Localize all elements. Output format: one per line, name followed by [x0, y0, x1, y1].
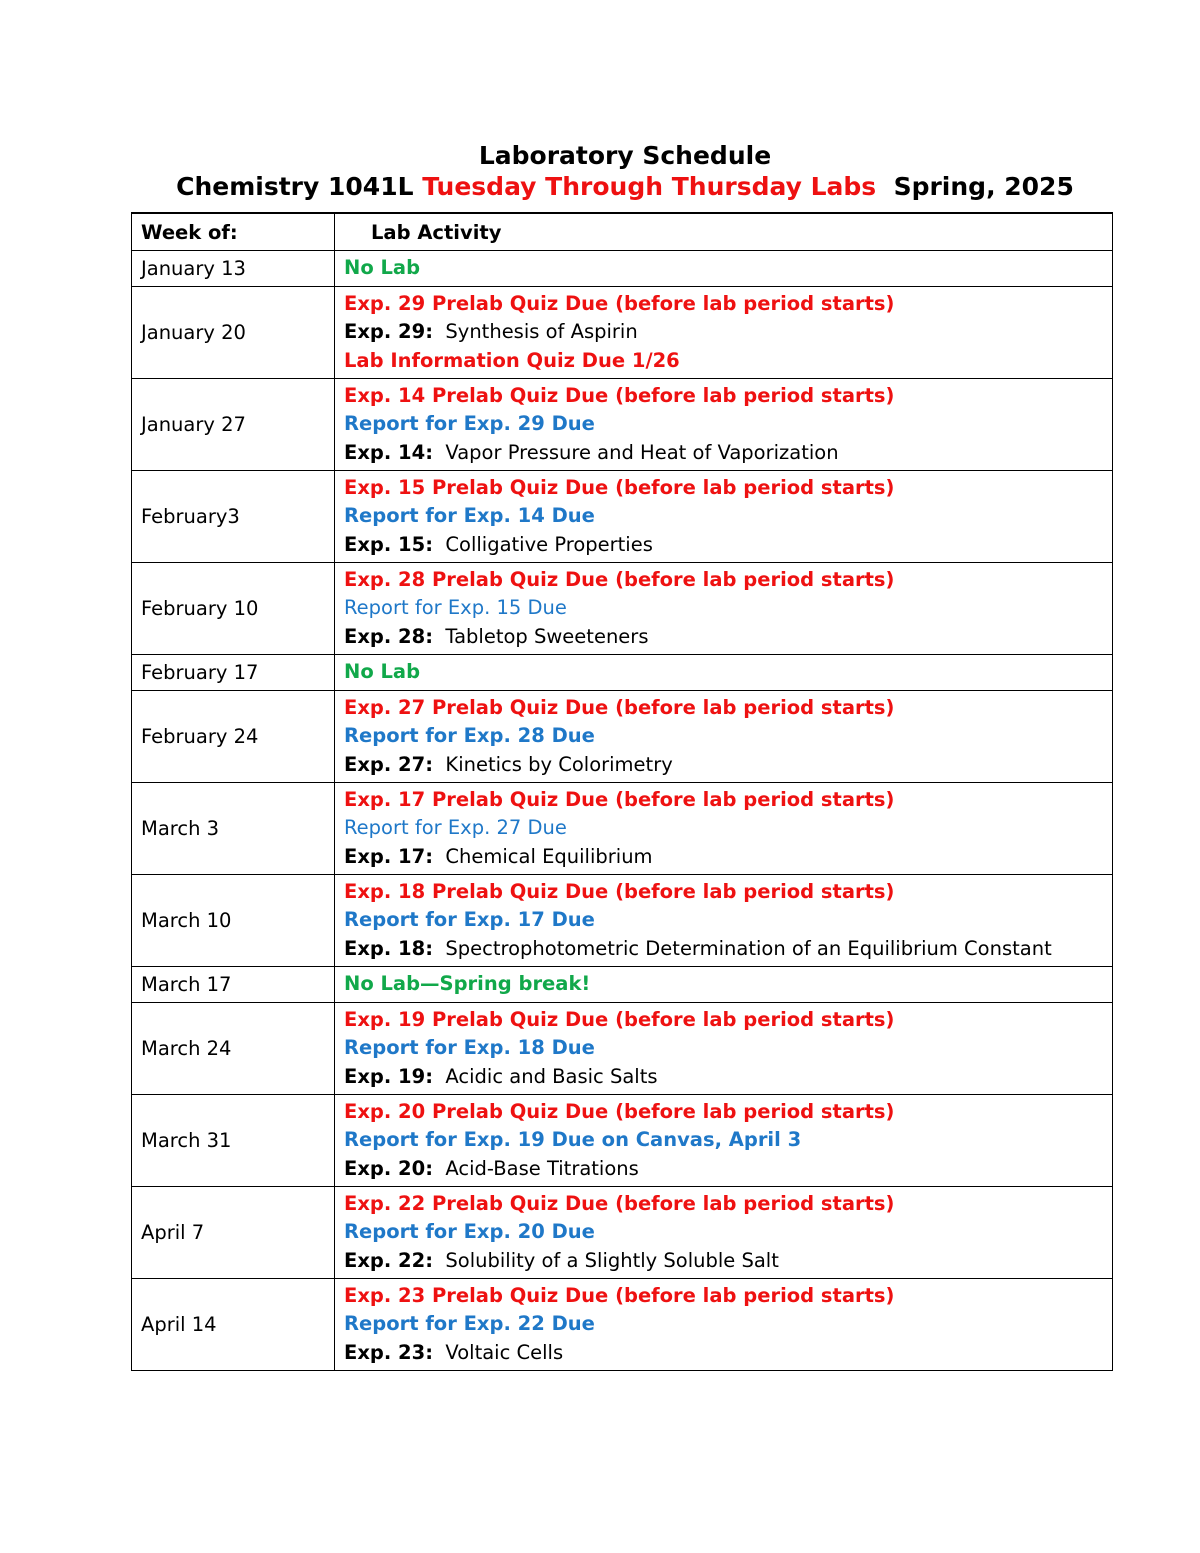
- header-week: Week of:: [132, 213, 335, 251]
- activity-cell: [335, 655, 1113, 691]
- week-cell: January 13: [132, 251, 335, 287]
- experiment-label: Exp. 22:: [344, 1248, 433, 1272]
- table-row: [132, 691, 1113, 783]
- table-row: [132, 967, 1113, 1003]
- activity-cell: [335, 251, 1113, 287]
- experiment-title: Kinetics by Colorimetry: [445, 752, 673, 776]
- prelab-quiz-text: Exp. 27 Prelab Quiz Due (before lab period starts): [344, 695, 895, 719]
- report-due-text: Report for Exp. 29 Due: [344, 412, 595, 436]
- lab-days: Tuesday Through Thursday Labs: [422, 172, 877, 201]
- week-cell: January 20: [132, 287, 335, 379]
- week-cell: March 3: [132, 783, 335, 875]
- page-title: Laboratory Schedule: [478, 141, 772, 170]
- week-cell: April 7: [132, 1187, 335, 1279]
- prelab-quiz-line: [344, 878, 1103, 907]
- experiment-title: Chemical Equilibrium: [445, 844, 653, 868]
- table-row: [132, 1003, 1113, 1095]
- report-due-text: Report for Exp. 14 Due: [344, 504, 595, 528]
- experiment-label: Exp. 29:: [344, 320, 433, 344]
- report-due-text: Report for Exp. 17 Due: [344, 908, 595, 932]
- experiment-label: Exp. 17:: [344, 844, 433, 868]
- report-due-text: Report for Exp. 15 Due: [344, 596, 567, 620]
- activity-cell: [335, 1095, 1113, 1187]
- activity-cell: [335, 691, 1113, 783]
- table-row: [132, 379, 1113, 471]
- activity-cell: [335, 1187, 1113, 1279]
- activity-cell: [335, 563, 1113, 655]
- no-lab-line: [344, 658, 1103, 687]
- experiment-line: [344, 531, 1103, 560]
- experiment-line: [344, 1247, 1103, 1276]
- report-due-line: [344, 1310, 1103, 1339]
- no-lab-text: No Lab: [344, 660, 421, 684]
- course-name: Chemistry 1041L: [176, 172, 414, 201]
- week-cell: February 10: [132, 563, 335, 655]
- activity-cell: [335, 783, 1113, 875]
- prelab-quiz-line: [344, 1190, 1103, 1219]
- no-lab-text: No Lab—Spring break!: [344, 972, 591, 996]
- report-due-text: Report for Exp. 28 Due: [344, 724, 595, 748]
- prelab-quiz-line: [344, 1098, 1103, 1127]
- experiment-label: Exp. 15:: [344, 532, 433, 556]
- week-cell: March 10: [132, 875, 335, 967]
- prelab-quiz-text: Exp. 29 Prelab Quiz Due (before lab period starts): [344, 291, 895, 315]
- experiment-title: Tabletop Sweeteners: [445, 624, 649, 648]
- experiment-label: Exp. 27:: [344, 752, 433, 776]
- week-cell: March 17: [132, 967, 335, 1003]
- prelab-quiz-text: Exp. 15 Prelab Quiz Due (before lab period starts): [344, 475, 895, 499]
- experiment-label: Exp. 28:: [344, 624, 433, 648]
- report-due-line: [344, 906, 1103, 935]
- report-due-line: [344, 722, 1103, 751]
- activity-cell: [335, 287, 1113, 379]
- report-due-text: Report for Exp. 20 Due: [344, 1220, 595, 1244]
- experiment-line: [344, 1063, 1103, 1092]
- prelab-quiz-text: Exp. 17 Prelab Quiz Due (before lab period starts): [344, 787, 895, 811]
- header-activity: Lab Activity: [335, 213, 1113, 251]
- experiment-line: [344, 318, 1103, 347]
- week-cell: February 24: [132, 691, 335, 783]
- table-row: [132, 287, 1113, 379]
- experiment-title: Colligative Properties: [445, 532, 653, 556]
- prelab-quiz-text: Exp. 19 Prelab Quiz Due (before lab period starts): [344, 1007, 895, 1031]
- experiment-title: Spectrophotometric Determination of an Equilibrium Constant: [445, 936, 1052, 960]
- experiment-line: [344, 1155, 1103, 1184]
- experiment-line: [344, 439, 1103, 468]
- experiment-title: Voltaic Cells: [445, 1340, 564, 1364]
- week-cell: April 14: [132, 1279, 335, 1371]
- experiment-title: Vapor Pressure and Heat of Vaporization: [445, 440, 839, 464]
- report-due-line: [344, 1218, 1103, 1247]
- prelab-quiz-line: [344, 566, 1103, 595]
- prelab-quiz-line: [344, 1282, 1103, 1311]
- table-row: [132, 783, 1113, 875]
- term: Spring, 2025: [893, 172, 1074, 201]
- prelab-quiz-line: [344, 474, 1103, 503]
- prelab-quiz-text: Exp. 18 Prelab Quiz Due (before lab period starts): [344, 879, 895, 903]
- experiment-label: Exp. 18:: [344, 936, 433, 960]
- report-due-line: [344, 814, 1103, 843]
- report-due-line: [344, 1126, 1103, 1155]
- prelab-quiz-line: [344, 1006, 1103, 1035]
- experiment-title: Solubility of a Slightly Soluble Salt: [445, 1248, 779, 1272]
- week-cell: March 31: [132, 1095, 335, 1187]
- experiment-line: [344, 623, 1103, 652]
- experiment-line: [344, 935, 1103, 964]
- report-due-text: Report for Exp. 27 Due: [344, 816, 567, 840]
- activity-cell: [335, 875, 1113, 967]
- table-row: [132, 655, 1113, 691]
- table-row: [132, 251, 1113, 287]
- title-block: [0, 140, 1200, 202]
- experiment-title: Synthesis of Aspirin: [445, 320, 638, 344]
- table-row: [132, 875, 1113, 967]
- activity-cell: [335, 1279, 1113, 1371]
- prelab-quiz-text: Exp. 20 Prelab Quiz Due (before lab period starts): [344, 1099, 895, 1123]
- prelab-quiz-line: [344, 290, 1103, 319]
- activity-cell: [335, 967, 1113, 1003]
- experiment-line: [344, 1339, 1103, 1368]
- table-row: [132, 1095, 1113, 1187]
- report-due-text: Report for Exp. 18 Due: [344, 1036, 595, 1060]
- week-cell: January 27: [132, 379, 335, 471]
- prelab-quiz-text: Exp. 22 Prelab Quiz Due (before lab period starts): [344, 1191, 895, 1215]
- report-due-line: [344, 410, 1103, 439]
- prelab-quiz-text: Exp. 23 Prelab Quiz Due (before lab period starts): [344, 1283, 895, 1307]
- week-cell: March 24: [132, 1003, 335, 1095]
- prelab-quiz-text: Exp. 14 Prelab Quiz Due (before lab period starts): [344, 383, 895, 407]
- week-cell: February3: [132, 471, 335, 563]
- report-due-line: [344, 594, 1103, 623]
- experiment-label: Exp. 20:: [344, 1156, 433, 1180]
- table-row: [132, 563, 1113, 655]
- table-row: [132, 471, 1113, 563]
- experiment-label: Exp. 23:: [344, 1340, 433, 1364]
- table-header-row: [132, 213, 1113, 251]
- prelab-quiz-text: Exp. 28 Prelab Quiz Due (before lab period starts): [344, 567, 895, 591]
- experiment-title: Acidic and Basic Salts: [445, 1064, 658, 1088]
- prelab-quiz-line: [344, 694, 1103, 723]
- report-due-line: [344, 502, 1103, 531]
- table-row: [132, 1187, 1113, 1279]
- page-subtitle: [0, 172, 1200, 202]
- schedule-table: [131, 212, 1113, 1371]
- no-lab-line: [344, 254, 1103, 283]
- report-due-text: Report for Exp. 22 Due: [344, 1312, 595, 1336]
- activity-cell: [335, 1003, 1113, 1095]
- report-due-text: Report for Exp. 19 Due on Canvas, April 3: [344, 1128, 802, 1152]
- no-lab-line: [344, 970, 1103, 999]
- experiment-label: Exp. 14:: [344, 440, 433, 464]
- activity-cell: [335, 471, 1113, 563]
- schedule-body: [132, 213, 1113, 1371]
- no-lab-text: No Lab: [344, 256, 421, 280]
- prelab-quiz-text: Lab Information Quiz Due 1/26: [344, 348, 680, 372]
- experiment-label: Exp. 19:: [344, 1064, 433, 1088]
- activity-cell: [335, 379, 1113, 471]
- prelab-quiz-line: [344, 382, 1103, 411]
- report-due-line: [344, 1034, 1103, 1063]
- experiment-line: [344, 843, 1103, 872]
- week-cell: February 17: [132, 655, 335, 691]
- prelab-quiz-line: [344, 347, 1103, 376]
- experiment-title: Acid-Base Titrations: [445, 1156, 639, 1180]
- experiment-line: [344, 751, 1103, 780]
- table-row: [132, 1279, 1113, 1371]
- prelab-quiz-line: [344, 786, 1103, 815]
